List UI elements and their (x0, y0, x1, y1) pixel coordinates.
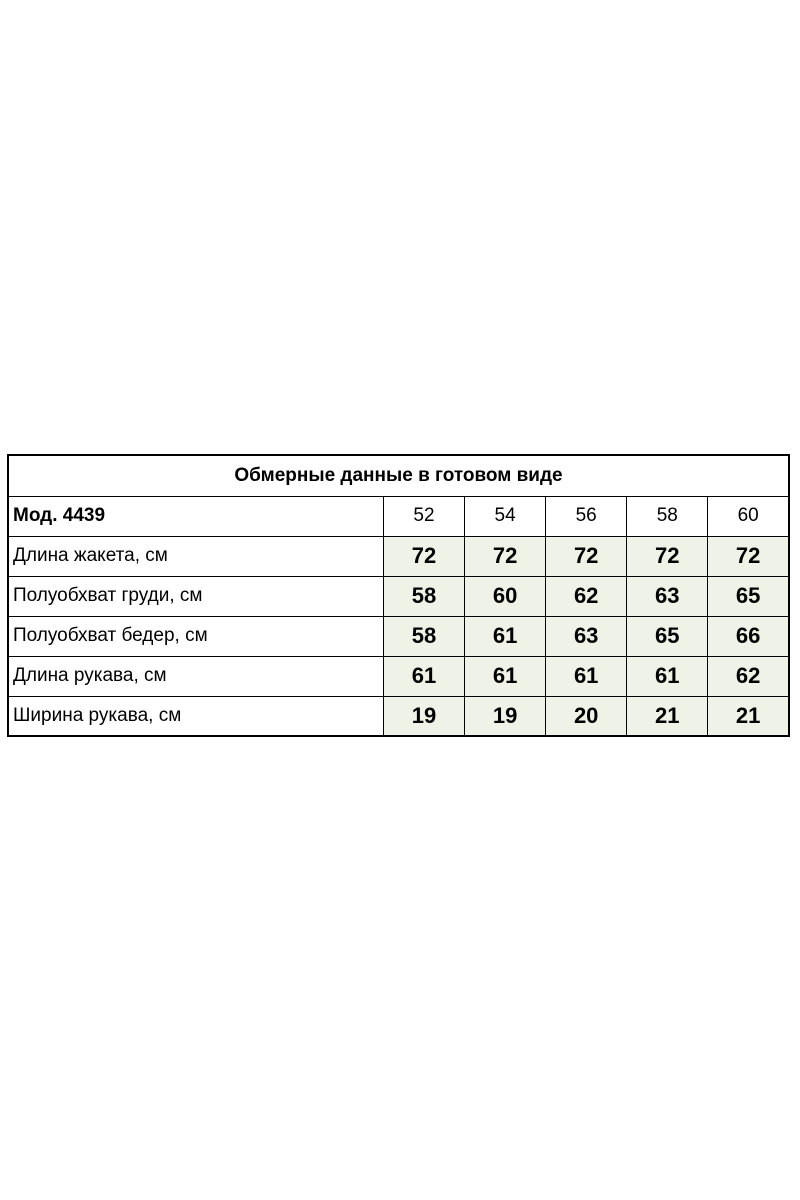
table-row (8, 576, 789, 616)
table-cell: 58 (383, 616, 464, 656)
table-row (8, 616, 789, 656)
table-cell: 66 (708, 616, 789, 656)
measurement-table (7, 454, 790, 737)
table-cell: 61 (546, 656, 627, 696)
table-row (8, 696, 789, 736)
table-cell: 21 (708, 696, 789, 736)
table-title-row (8, 455, 789, 496)
table-cell: 72 (546, 536, 627, 576)
table-cell: 72 (708, 536, 789, 576)
table-cell: 65 (627, 616, 708, 656)
table-cell: 61 (383, 656, 464, 696)
row-label: Длина рукава, см (8, 656, 383, 696)
row-label: Полуобхват бедер, см (8, 616, 383, 656)
size-header: 58 (627, 496, 708, 536)
row-label: Ширина рукава, см (8, 696, 383, 736)
table-row (8, 656, 789, 696)
table-cell: 19 (383, 696, 464, 736)
size-header: 56 (546, 496, 627, 536)
table-cell: 58 (383, 576, 464, 616)
table-title: Обмерные данные в готовом виде (8, 455, 789, 496)
table-cell: 62 (546, 576, 627, 616)
table-cell: 61 (627, 656, 708, 696)
table-cell: 72 (627, 536, 708, 576)
table-cell: 21 (627, 696, 708, 736)
table-cell: 19 (465, 696, 546, 736)
table-cell: 61 (465, 656, 546, 696)
table-cell: 63 (627, 576, 708, 616)
table-cell: 72 (465, 536, 546, 576)
row-label: Длина жакета, см (8, 536, 383, 576)
size-header: 60 (708, 496, 789, 536)
size-header-row (8, 496, 789, 536)
table-cell: 62 (708, 656, 789, 696)
row-label: Полуобхват груди, см (8, 576, 383, 616)
size-header: 54 (465, 496, 546, 536)
table-cell: 72 (383, 536, 464, 576)
table-cell: 63 (546, 616, 627, 656)
model-label: Мод. 4439 (8, 496, 383, 536)
table-cell: 65 (708, 576, 789, 616)
table-row (8, 536, 789, 576)
table-cell: 60 (465, 576, 546, 616)
table-cell: 20 (546, 696, 627, 736)
size-header: 52 (383, 496, 464, 536)
table-cell: 61 (465, 616, 546, 656)
